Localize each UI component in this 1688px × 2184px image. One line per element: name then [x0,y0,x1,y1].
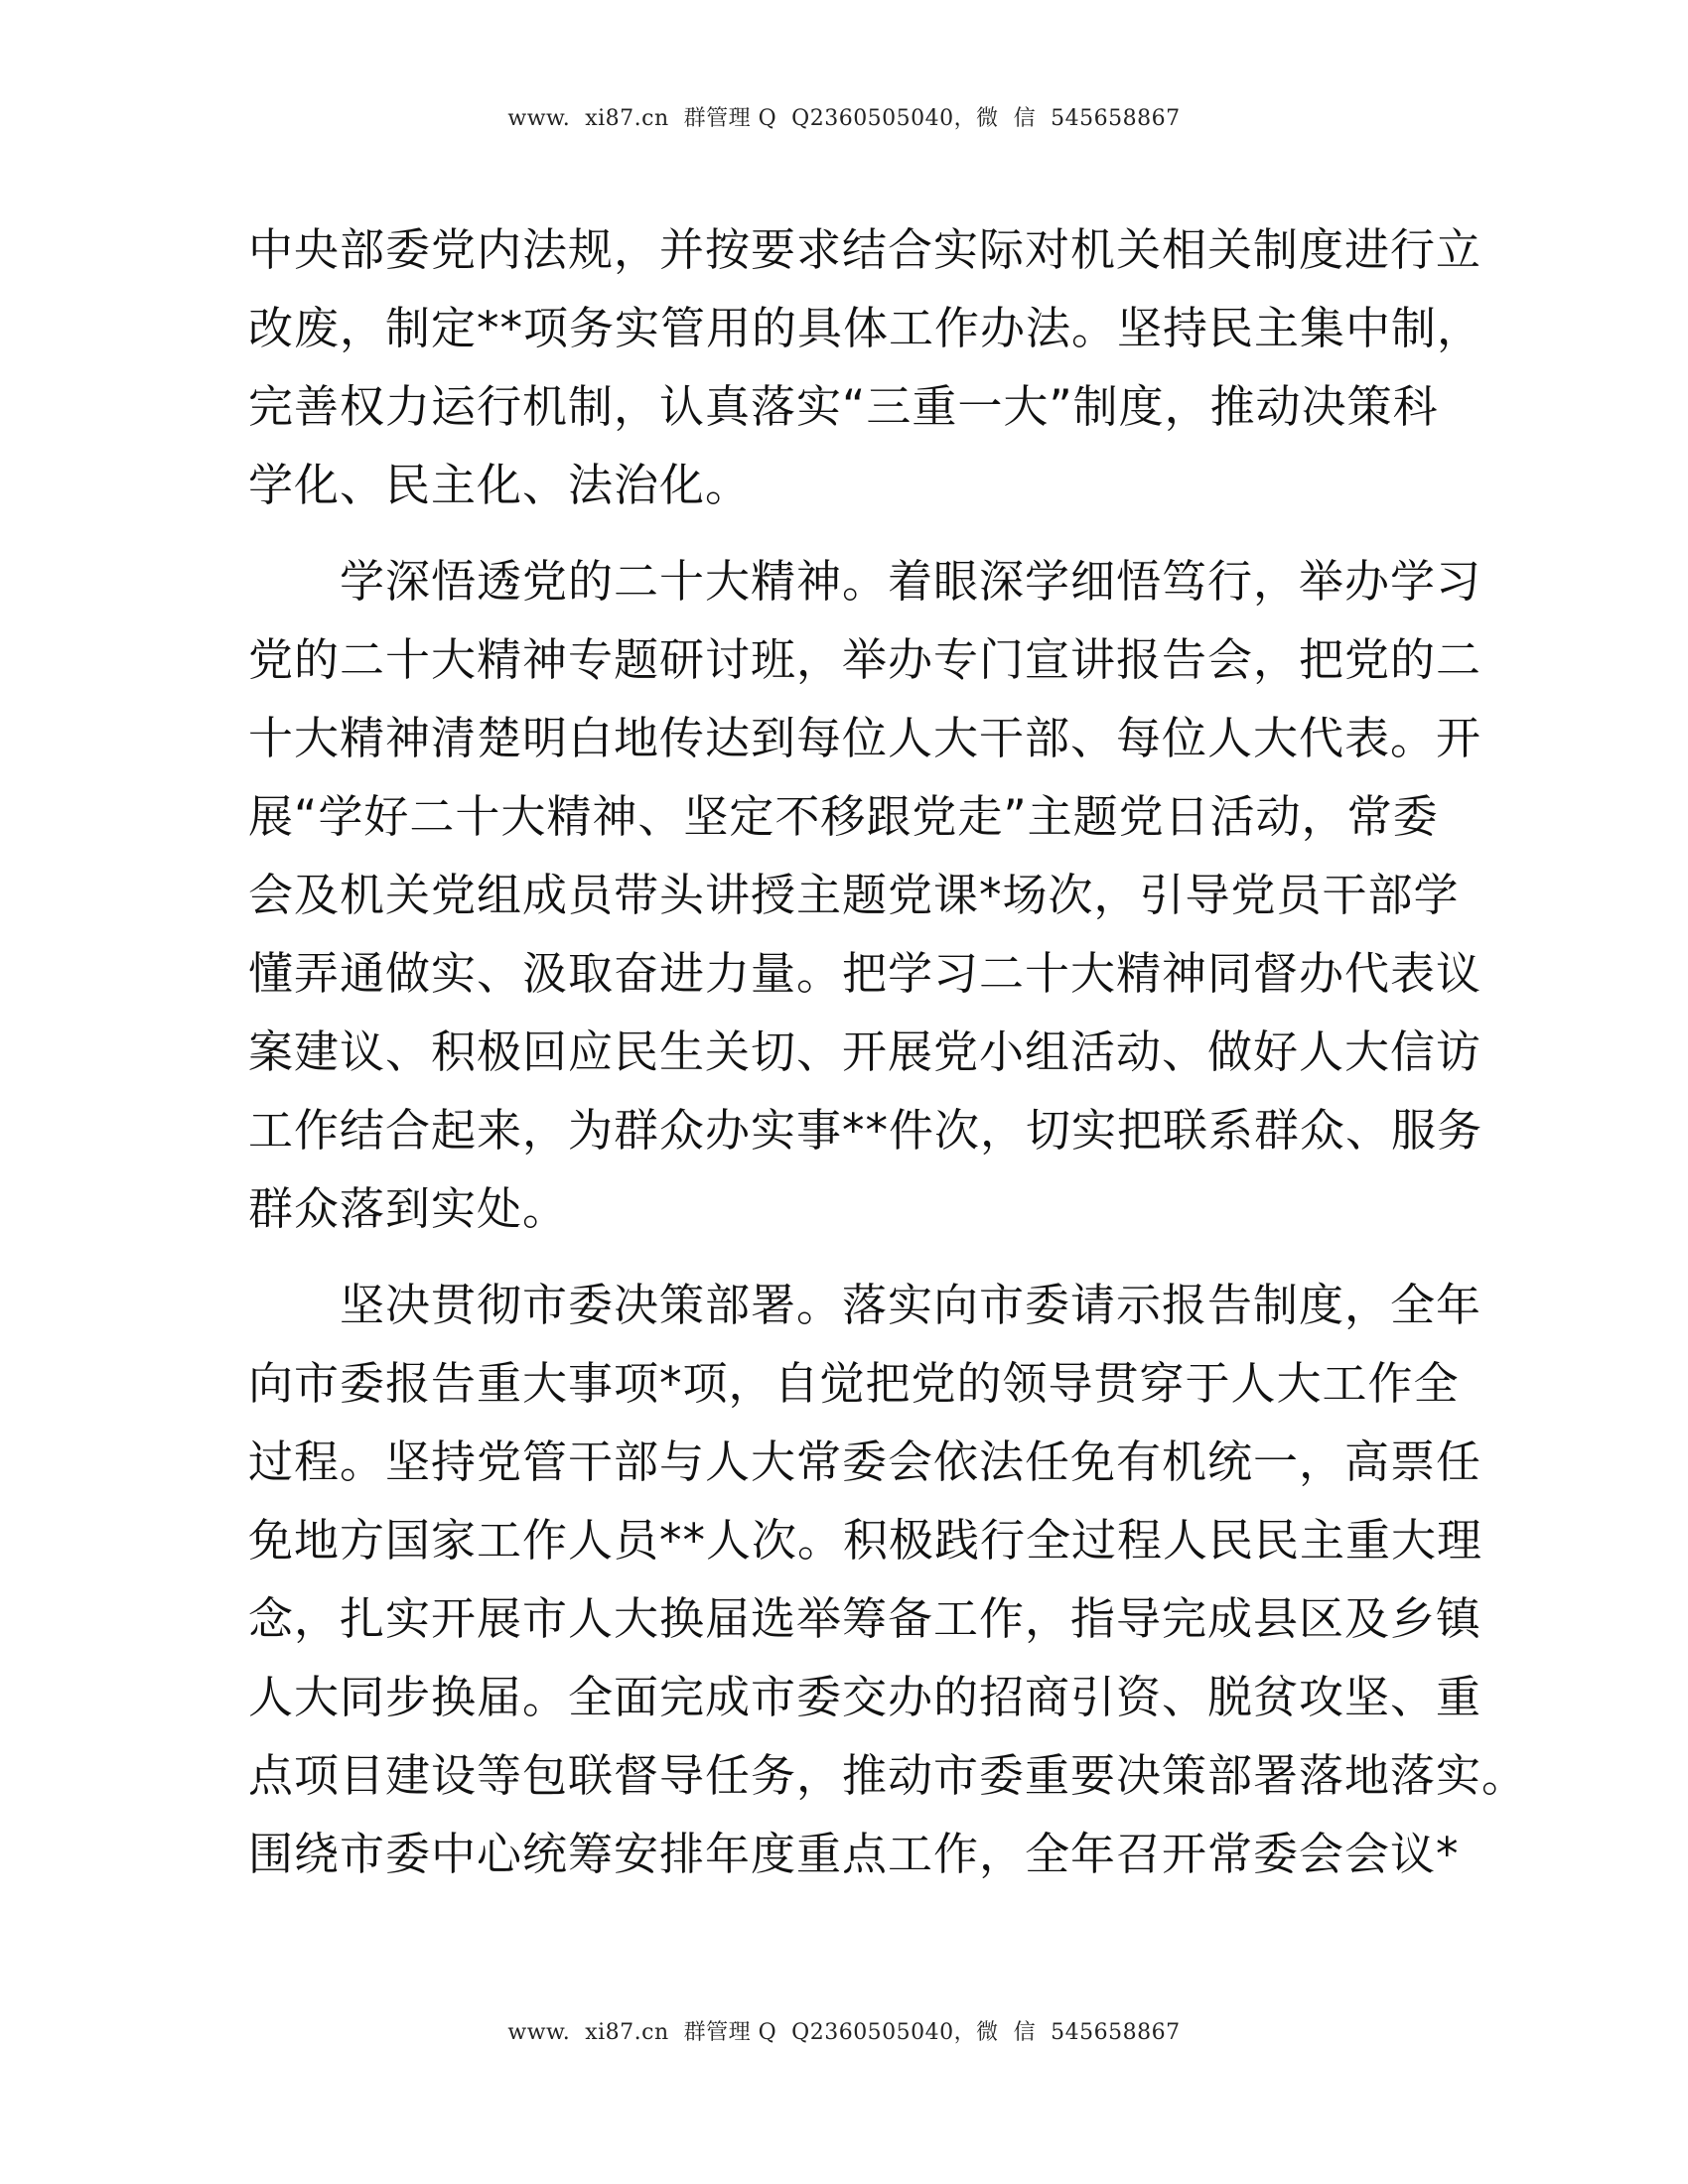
text-line: 学化、民主化、法治化。 [248,459,752,511]
text-line: 坚决贯彻市委决策部署。落实向市委请示报告制度，全年 [340,1279,1482,1331]
document-body [248,210,1528,1911]
text-line: 点项目建设等包联督导任务，推动市委重要决策部署落地落实。 [248,1749,1528,1802]
text-line: 会及机关党组成员带头讲授主题党课*场次，引导党员干部学 [248,869,1460,921]
text-line: 群众落到实处。 [248,1182,569,1235]
text-line: 中央部委党内法规，并按要求结合实际对机关相关制度进行立 [248,223,1482,276]
text-line: 十大精神清楚明白地传达到每位人大干部、每位人大代表。开 [248,712,1482,764]
text-line: 人大同步换届。全面完成市委交办的招商引资、脱贫攻坚、重 [248,1671,1482,1723]
text-line: 展“学好二十大精神、坚定不移跟党走”主题党日活动，常委 [248,790,1439,843]
page-header-watermark: www. xi87.cn 群管理 Q Q2360505040，微 信 545658867 [507,106,1181,131]
text-line: 向市委报告重大事项*项，自觉把党的领导贯穿于人大工作全 [248,1357,1460,1410]
text-line: 围绕市委中心统筹安排年度重点工作，全年召开常委会会议* [248,1828,1460,1880]
paragraph-2 [248,542,1483,1248]
text-line: 过程。坚持党管干部与人大常委会依法任免有机统一，高票任 [248,1435,1482,1488]
text-line: 免地方国家工作人员**人次。积极践行全过程人民民主重大理 [248,1514,1483,1567]
text-line: 懂弄通做实、汲取奋进力量。把学习二十大精神同督办代表议 [248,947,1482,1000]
page-footer-watermark: www. xi87.cn 群管理 Q Q2360505040，微 信 545658867 [507,2020,1181,2045]
paragraph-3 [248,1266,1528,1893]
text-line: 改废，制定**项务实管用的具体工作办法。坚持民主集中制， [248,302,1483,354]
text-line: 完善权力运行机制，认真落实“三重一大”制度，推动决策科 [248,380,1439,433]
text-line: 党的二十大精神专题研讨班，举办专门宣讲报告会，把党的二 [248,633,1482,686]
text-line: 工作结合起来，为群众办实事**件次，切实把联系群众、服务 [248,1104,1483,1157]
text-line: 念，扎实开展市人大换届选举筹备工作，指导完成县区及乡镇 [248,1592,1482,1645]
text-line: 学深悟透党的二十大精神。着眼深学细悟笃行，举办学习 [340,555,1482,608]
text-line: 案建议、积极回应民生关切、开展党小组活动、做好人大信访 [248,1025,1482,1078]
paragraph-1 [248,210,1483,524]
